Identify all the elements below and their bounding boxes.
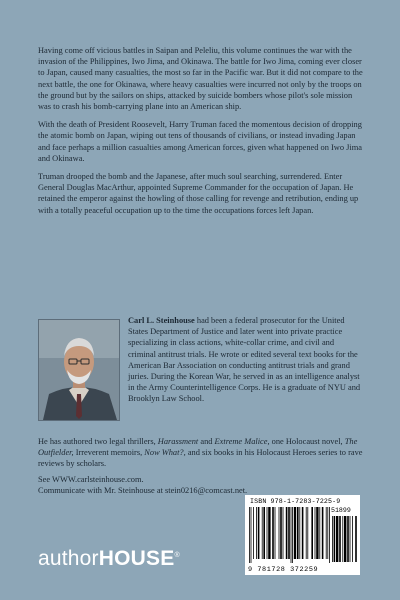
- author-photo: [38, 319, 120, 421]
- barcode-bar: [311, 507, 313, 559]
- barcode-bar: [352, 516, 353, 562]
- barcode-bar: [332, 516, 333, 562]
- barcode-bar: [336, 516, 338, 562]
- barcode-bar: [315, 507, 316, 559]
- barcode-number: 9 781728 372259: [248, 566, 319, 574]
- barcode-bar: [291, 507, 292, 563]
- blurb-paragraph-2: With the death of President Roosevelt, Harry Truman faced the momentous decision of dropping the atomic bomb on Japan, wiping out tens of thousands of civilians, or instead invading Japan and face perhaps a million casualties among American forces, given what happened on Iwo Jima and Okinawa.: [38, 120, 362, 163]
- barcode-bar: [283, 507, 284, 559]
- book-title-harassment: Harassment: [157, 437, 199, 446]
- barcode-bar: [286, 507, 288, 559]
- logo-house: HOUSE: [98, 547, 175, 570]
- barcode-bar: [256, 507, 257, 559]
- price-code: 51899: [331, 507, 351, 514]
- barcode-bar: [307, 507, 308, 559]
- book-title-extreme-malice: Extreme Malice,: [214, 437, 270, 446]
- barcode-bar: [342, 516, 343, 562]
- barcode-bar: [272, 507, 274, 559]
- author-contacts: [38, 474, 364, 496]
- barcode-bar: [322, 507, 324, 559]
- barcode-bar: [297, 507, 299, 559]
- isbn-label: ISBN 978-1-7283-7225-9: [250, 498, 341, 505]
- books-text: one Holocaust novel,: [269, 437, 345, 446]
- barcode-bar: [280, 507, 282, 559]
- barcode-bar: [294, 507, 296, 559]
- barcode-box: [245, 495, 360, 575]
- barcode-bar: [326, 507, 327, 559]
- barcode-bar: [288, 507, 290, 559]
- books-text: and: [198, 437, 215, 446]
- books-text: He has authored two legal thrillers,: [38, 437, 158, 446]
- author-section: [38, 315, 364, 435]
- registered-mark: ®: [174, 552, 180, 559]
- barcode-bar: [334, 516, 336, 562]
- barcode-bar: [275, 507, 276, 559]
- barcode-bar: [292, 507, 293, 563]
- barcode-bar: [258, 507, 260, 559]
- barcode-bar: [302, 507, 304, 559]
- barcode-bar: [251, 507, 252, 563]
- author-bio: [128, 315, 364, 405]
- barcode-bar: [263, 507, 265, 559]
- books-text: and six books in his Holocaust Heroes series to rave reviews by scholars.: [38, 448, 363, 469]
- barcode-bar: [350, 516, 351, 562]
- barcode-bar: [355, 516, 357, 562]
- barcode-bar: [268, 507, 270, 559]
- website-line: See WWW.carlsteinhouse.com.: [38, 475, 144, 484]
- barcode-bar: [327, 507, 328, 559]
- barcode-bar: [306, 507, 307, 559]
- barcode-bar: [299, 507, 300, 559]
- email-line: Communicate with Mr. Steinhouse at stein0216@comcast.net.: [38, 486, 248, 496]
- barcode-bar: [339, 516, 341, 562]
- barcode-bar: [316, 507, 318, 559]
- blurb-paragraph-3: Truman drooped the bomb and the Japanese, after much soul searching, surrendered. Enter General Douglas MacArthur, appointed Supreme Commander for the occupation of Japan. He retained the emperor against the howling of those calling for revenge and retribution, ending up with a totally peaceful occupation up to the time the occupations forces left Japan.: [38, 172, 359, 215]
- barcode-bar: [344, 516, 346, 562]
- author-bio-text: had been a federal prosecutor for the United States Department of Justice and later went into private practice specializing in class actions, white-collar crime, and civil and criminal antitrust trials. He wrote or edited several text books for the American Bar Association on conducting antitrust trials and grand juries. During the Korean War, he served in as an intelligence analyst in the Army Counterintelligence Corps. He is a graduate of NYU and Brooklyn Law School.: [128, 316, 361, 404]
- author-name: Carl L. Steinhouse: [128, 316, 195, 325]
- logo-author: author: [38, 547, 99, 570]
- barcode-bar: [249, 507, 250, 563]
- publisher-logo: [38, 547, 180, 571]
- ean-barcode: [248, 507, 330, 565]
- barcode-bar: [262, 507, 263, 559]
- barcode-bar: [279, 507, 280, 559]
- barcode-bar: [253, 507, 254, 559]
- barcode-bar: [319, 507, 320, 559]
- other-books: [38, 436, 364, 470]
- barcode-bar: [329, 507, 330, 563]
- barcode-bar: [267, 507, 268, 559]
- books-text: Irreverent memoirs,: [73, 448, 145, 458]
- blurb-paragraph-1: Having come off vicious battles in Saipan and Peleliu, this volume continues the war with the invasion of the Philippines, Iwo Jima, and Okinawa. The battle for Iwo Jima, coming ever closer to Japan, caused many casualties, the most so far in the Pacific war. But it did not compare to the next battle, the one for Okinawa, where heavy casualties were incurred not only by the troops on the ground but by the sailors on ships, attacked by suicide bombers whose pilot's sole mission was to crash his bomb-carrying plane into an American ship.: [38, 46, 363, 112]
- price-barcode: [331, 516, 357, 564]
- book-blurb: [38, 45, 364, 223]
- barcode-bar: [347, 516, 349, 562]
- book-title-outfielder: The Outfielder,: [38, 437, 358, 458]
- book-title-now-what: Now What?,: [144, 448, 186, 458]
